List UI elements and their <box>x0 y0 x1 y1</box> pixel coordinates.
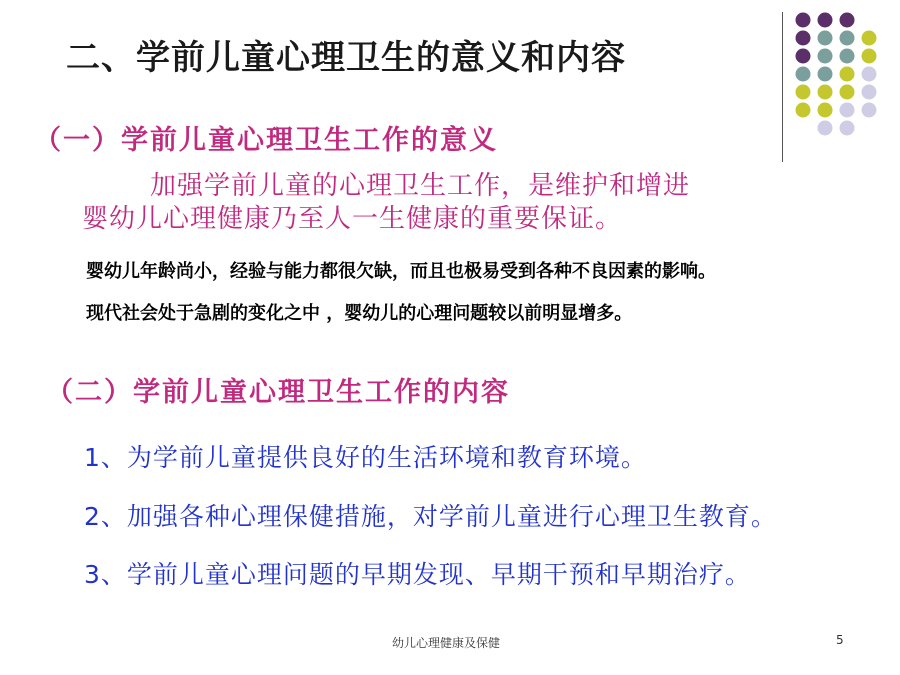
decorative-dot <box>862 67 877 82</box>
decorative-dot <box>840 67 855 82</box>
decorative-dot <box>840 121 855 136</box>
decorative-dot <box>818 13 833 28</box>
decorative-dot <box>818 103 833 118</box>
content-item: 3、学前儿童心理问题的早期发现、早期干预和早期治疗。 <box>84 560 751 589</box>
decorative-dot <box>862 103 877 118</box>
decorative-dot <box>840 85 855 100</box>
decorative-dot <box>796 67 811 82</box>
decorative-dot <box>796 85 811 100</box>
decorative-dot <box>818 85 833 100</box>
decorative-dot <box>840 31 855 46</box>
decorative-dot <box>862 31 877 46</box>
content-item: 2、加强各种心理保健措施，对学前儿童进行心理卫生教育。 <box>84 502 777 531</box>
decorative-vertical-line <box>782 12 783 162</box>
decorative-dot <box>862 49 877 64</box>
decorative-dot <box>840 49 855 64</box>
decorative-dot <box>840 13 855 28</box>
slide-footer: 幼儿心理健康及保健 <box>392 636 501 650</box>
decorative-dot <box>818 121 833 136</box>
decorative-dot <box>840 103 855 118</box>
decorative-dot <box>818 67 833 82</box>
body-text-line: 现代社会处于急剧的变化之中 ，婴幼儿的心理问题较以前明显增多。 <box>86 303 633 324</box>
content-item: 1、为学前儿童提供良好的生活环境和教育环境。 <box>84 443 647 472</box>
paragraph-line: 婴幼儿心理健康乃至人一生健康的重要保证。 <box>82 204 623 234</box>
decorative-dot <box>818 31 833 46</box>
decorative-dot <box>796 49 811 64</box>
section-heading-significance: （一）学前儿童心理卫生工作的意义 <box>34 125 498 156</box>
decorative-dot <box>818 49 833 64</box>
decorative-dot <box>862 85 877 100</box>
slide-title: 二、学前儿童心理卫生的意义和内容 <box>66 38 626 78</box>
decorative-dot <box>796 103 811 118</box>
body-text-line: 婴幼儿年龄尚小，经验与能力都很欠缺，而且也极易受到各种不良因素的影响。 <box>86 261 716 282</box>
decorative-dot <box>796 31 811 46</box>
page-number: 5 <box>836 633 844 647</box>
paragraph-line: 加强学前儿童的心理卫生工作，是维护和增进 <box>150 171 691 201</box>
section-heading-content: （二）学前儿童心理卫生工作的内容 <box>46 377 510 408</box>
decorative-dot <box>796 13 811 28</box>
